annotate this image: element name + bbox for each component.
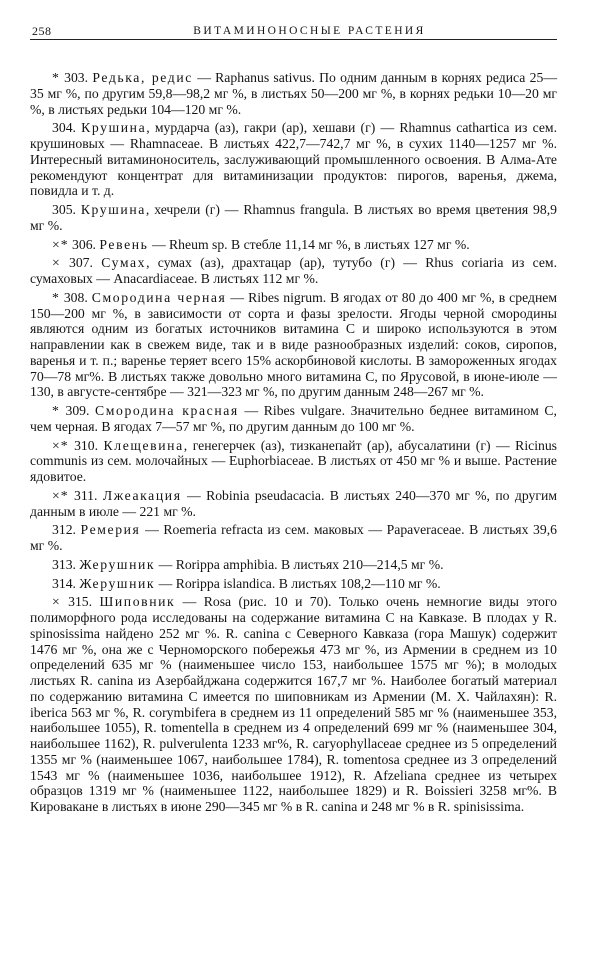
entry-mark: ×* [52, 437, 69, 453]
entry-306 [30, 237, 557, 253]
entry-text: — Rheum sp. В стебле 11,14 мг %, в листьях 127 мг %. [148, 236, 470, 252]
entry-number: 305. [52, 202, 76, 217]
entry-307 [30, 255, 557, 287]
entry-name: Крушина [80, 202, 146, 217]
entry-text: , мурдарча (аз), гакри (ар), хешави (г) — Rhamnus cathartica из сем. крушиновых — Rhamnaceae. В листьях 422,7—742,7 мг %, в сухих 1140—1257 мг %. Интересный витаминоноситель, заслуживающий промышленного освоения. В Алма-Ате рекомендуют концентрат для витаминизации продуктов: пирогов, варенья, джема, повидла и т. д. [30, 120, 557, 199]
entry-number: 304. [52, 120, 76, 136]
entry-name: Крушина [81, 120, 147, 136]
entry-305 [30, 202, 557, 234]
entry-text: , генегерчек (аз), тизканепайт (ар), абусалатини (г) — Ricinus communis из сем. молочайных — Euphorbiaceae. В листьях от 450 мг % и выше. Растение ядовитое. [30, 437, 558, 484]
entry-mark: ×* [52, 487, 69, 503]
entry-text: — Roemeria refracta из сем. маковых — Papaveraceae. В листьях 39,6 мг %. [30, 522, 557, 553]
entry-name: Сумах [101, 255, 147, 271]
entry-309 [30, 403, 557, 435]
entry-mark: * [52, 70, 60, 85]
entry-mark: × [52, 594, 61, 610]
entry-name: Клещевина [103, 437, 184, 453]
entry-314 [30, 576, 557, 592]
entry-name: Жерушник [79, 556, 156, 572]
entry-text: — Rorippa islandica. В листьях 108,2—110 мг %. [155, 575, 441, 591]
entry-mark: ×* [52, 236, 69, 252]
entry-303 [30, 70, 557, 117]
entry-name: Ревень [99, 236, 149, 252]
entry-name: Ремерия [80, 522, 141, 538]
entry-text: — Rosa (рис. 10 и 70). Только очень немногие виды этого полиморфного рода исследованы на содержание витамина С на Кавказе. В плодах у R. spinosissima найдено 252 мг %. R. canina с Северного Кавказа (гора Машук) содержит 1476 мг %, она же с Черноморского побережья 473 мг %, из Армении в среднем из 10 определений 635 мг % (наименьшее число 153, наибольшее 1575 мг %); в молодых листьях R. canina из Азербайджана содержится 167,7 мг %. Наиболее богатый материал по содержанию витамина С имеется по шиповникам из Армении (М. Х. Чайлахян): R. iberica 563 мг %, R. corymbifera в среднем из 11 определений 585 мг % (наименьшее 353, наибольшее 1055), R. tomentella в среднем из 4 определений 699 мг % (наименьшее 304, наибольшее 1162), R. pulverulenta 1233 мг%, R. caryophyllaceae среднее из 5 определений 1355 мг % (наименьшее 1067, наибольшее 1784), R. tomentosa среднее из 3 определений 1543 мг % (наименьшее 1036, наибольшее 1912), R. Afzeliana среднее из четырех образцов 1319 мг % (наименьшее 1122, наибольшее 1829) и R. Boissieri 3258 мг%. В Кировакане в листьях в июне 290—345 мг % в R. canina и 248 мг % в R. spinisissima. [30, 594, 558, 814]
entry-mark: * [52, 289, 60, 305]
entry-number: 309. [65, 403, 90, 418]
entry-text: , хечрели (г) — Rhamnus frangula. В листьях во время цветения 98,9 мг %. [30, 202, 558, 233]
entry-name: Шиповник [99, 594, 176, 610]
entries-list [30, 70, 557, 815]
entry-number: 303. [64, 70, 89, 85]
entry-number: 310. [74, 437, 99, 453]
entry-text: — Rorippa amphibia. В листьях 210—214,5 мг %. [155, 556, 444, 572]
entry-name: Жерушник [79, 575, 156, 591]
entry-number: 312. [52, 522, 76, 538]
entry-text: — Raphanus sativus. По одним данным в корнях редиса 25—35 мг %, по другим 59,8—98,2 мг %, в листьях 50—200 мг %, в корнях редьки 10—20 мг %, в листьях редьки 104—120 мг %. [30, 70, 558, 117]
entry-mark: × [52, 255, 61, 271]
book-page [30, 20, 557, 815]
entry-text: — Ribes nigrum. В ягодах от 80 до 400 мг %, в среднем 150—200 мг %, в зависимости от сорта и фазы зрелости. Ягоды черной смородины являются одним из богатых источников витамина С и широко используются в этом направлении как в свежем виде, так и в виде разнообразных изделий: соков, сиропов, варенья и т. п.; варенье теряет всего 15% аскорбиновой кислоты. В замороженных ягодах 70—78 мг%. В листьях также довольно много витамина С, по Ярусовой, в июне-июле — 130, в августе-сентябре — 321—323 мг %, по другим данным 248—267 мг %. [30, 289, 558, 400]
entry-308 [30, 290, 557, 400]
entry-text: — Robinia pseudacacia. В листьях 240—370 мг %, по другим данным в июле — 221 мг %. [30, 487, 557, 519]
entry-313 [30, 557, 557, 573]
entry-number: 308. [63, 289, 88, 305]
entry-number: 307. [68, 255, 93, 271]
running-head: ВИТАМИНОНОСНЫЕ РАСТЕНИЯ [193, 25, 426, 37]
entry-number: 311. [73, 487, 98, 503]
entry-number: 313. [52, 556, 76, 572]
entry-text: , сумах (аз), драхтацар (ар), тутубо (г) — Rhus coriaria из сем. сумаховых — Anacardiaceae. В листьях 112 мг %. [30, 255, 558, 286]
entry-name: Смородина черная [91, 289, 227, 305]
entry-text: — Ribes vulgare. Значительно беднее витамином С, чем черная. В ягодах 7—57 мг %, по другим данным до 100 мг %. [30, 403, 557, 434]
page-number: 258 [32, 24, 52, 38]
entry-304 [30, 120, 557, 199]
entry-315 [30, 594, 557, 815]
entry-311 [30, 488, 557, 520]
entry-number: 315. [68, 594, 93, 610]
entry-number: 306. [72, 236, 96, 252]
entry-312 [30, 522, 557, 554]
entry-mark: * [52, 403, 60, 418]
entry-310 [30, 438, 557, 485]
entry-name: Смородина красная [95, 403, 239, 418]
entry-number: 314. [52, 575, 76, 591]
entry-name: Редька, редис [92, 70, 193, 85]
entry-name: Лжеакация [102, 487, 182, 503]
page-header [30, 20, 557, 40]
